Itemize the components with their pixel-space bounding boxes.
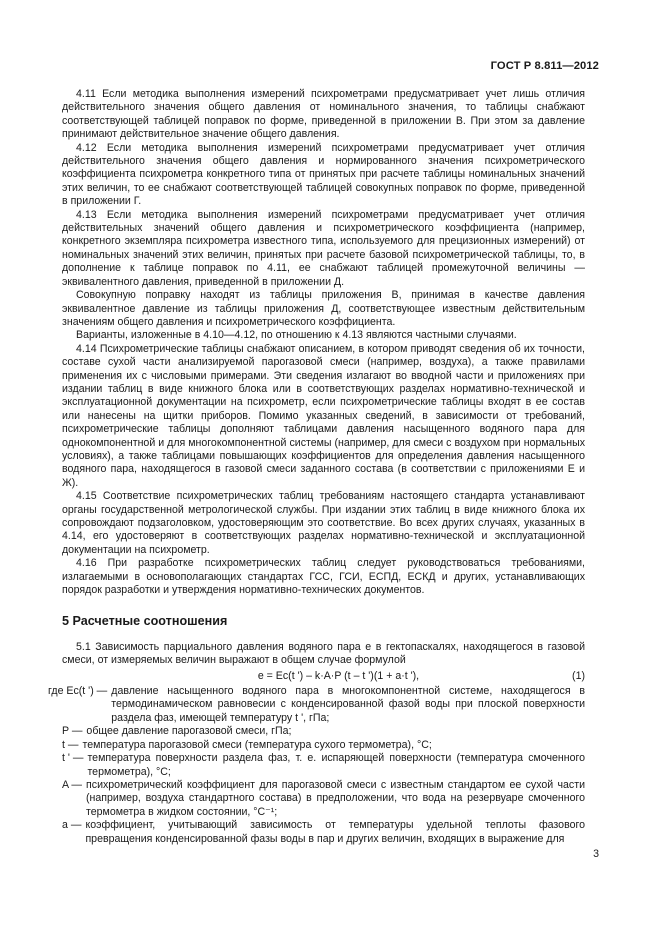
paragraph-4-11: 4.11 Если методика выполнения измерений психрометрами предусматривает учет лишь отличия действительного значения общего давления от номинального значения, то таблицы снабжают соответствующей таблицей поправок по форме, приведенной в приложении В. При этом за давление принимают действительное значение общего давления.	[62, 88, 585, 141]
document-body	[48, 88, 585, 846]
definition-text: общее давление парогазовой смеси, гПа;	[86, 725, 292, 738]
definition-item	[62, 819, 585, 846]
section-title: 5 Расчетные соотношения	[62, 614, 228, 629]
formula-row	[62, 670, 585, 683]
definition-item	[62, 752, 585, 779]
formula-number: (1)	[572, 669, 585, 682]
paragraph-5-1: 5.1 Зависимость парциального давления водяного пара e в гектопаскалях, находящегося в газовой смеси, от измеряемых величин выражают в общем случае формулой	[62, 640, 585, 667]
definition-term: A —	[62, 778, 83, 791]
definition-text: давление насыщенного водяного пара в многокомпонентной системе, находящегося в термодинамическом равновесии с конденсированной фазой воды при плоской поверхности раздела фаз, имеющей температуру t ', гПа;	[111, 685, 585, 724]
definition-item	[62, 739, 585, 752]
definition-item	[48, 685, 585, 725]
definition-text: психрометрический коэффициент для парогазовой смеси с известным стандартом ее сухой части (например, воздуха стандартного состава) в предположении, что вода на резервуаре смоченного термометра в жидком состоянии, °С⁻¹;	[86, 778, 585, 818]
definition-term: t ' —	[62, 752, 84, 765]
paragraph-variants: Варианты, изложенные в 4.10—4.12, по отношению к 4.13 являются частными случаями.	[76, 329, 517, 342]
paragraph-combined-correction: Совокупную поправку находят из таблицы приложения В, принимая в качестве давления эквивалентное давление из таблицы приложения Д, соответствующее известным действительным значениям общего давления и психрометрического коэффициента.	[62, 289, 585, 328]
definitions-list	[48, 685, 585, 846]
definition-term: a —	[62, 819, 82, 832]
definition-term: P —	[62, 725, 83, 738]
paragraph-4-15: 4.15 Соответствие психрометрических таблиц требованиям настоящего стандарта устанавливают органы государственной метрологической службы. При издании этих таблиц в виде книжного блока их сопровождают подзаголовком, удостоверяющим это соответствие. Во всех других случаях, указанных в 4.14, его удостоверяют в соответствующих разделах нормативно-технической и эксплуатационной документации на психрометр.	[62, 490, 585, 556]
definition-term: где Ec(t ') —	[48, 685, 108, 698]
paragraph-4-12: 4.12 Если методика выполнения измерений психрометрами предусматривает учет отличия действительного значения общего давления и нормированного значения психрометрического коэффициента психрометра конкретного типа от принятых при расчете таблицы номинальных значений этих величин, то ее снабжают соответствующей таблицей совокупных поправок по форме, приведенной в приложении Г.	[62, 141, 585, 208]
page-number: 3	[593, 848, 599, 860]
paragraph-4-14: 4.14 Психрометрические таблицы снабжают описанием, в котором приводят сведения об их точности, составе сухой части анализируемой парогазовой смеси (например, воздуха), а также правилами применения их с числовыми примерами. Эти сведения излагают во вводной части и приложениях при издании таблиц в виде книжного блока или в соответствующих разделах нормативно-технической и эксплуатационной документации на психрометр, если психрометрические таблицы входят в ее состав или нанесены на щитки приборов. Помимо указанных сведений, в зависимости от требований, психрометрические таблицы дополняют таблицами давления насыщенного водяного пара для однокомпонентной и для многокомпонентной системы (например, для смеси с воздухом при нормальных условиях), а также таблицами повышающих коэффициентов для определения давления насыщенного водяного пара, находящегося в газовой смеси заданного состава (в соответствии с приложениями Е и Ж).	[62, 342, 585, 489]
definition-text: температура парогазовой смеси (температура сухого термометра), °С;	[82, 738, 432, 751]
formula: e = Ec(t ') – k·A·P (t – t ')(1 + a·t '),	[257, 669, 420, 682]
standard-header: ГОСТ Р 8.811—2012	[490, 60, 599, 72]
definition-item	[62, 779, 585, 819]
paragraph-4-13: 4.13 Если методика выполнения измерений психрометрами предусматривает учет отличия действительных значений общего давления и психрометрического коэффициента (например, конкретного экземпляра психрометра известного типа, используемого для прецизионных измерений) от номинальных значений этих величин, принятых при расчете базовой психрометрической таблицы, то, в дополнение к таблице поправок по 4.11, ее снабжают таблицей промежуточной величины — эквивалентного давления, приведенной в приложении Д.	[62, 208, 585, 288]
definition-term: t —	[62, 738, 79, 751]
definition-text: коэффициент, учитывающий зависимость от температуры удельной теплоты фазового превращения конденсированной фазы воды в пар и других величин, входящих в выражение для	[85, 819, 585, 845]
definition-item	[62, 725, 585, 738]
paragraph-4-16: 4.16 При разработке психрометрических таблиц следует руководствоваться требованиями, излагаемыми в основополагающих стандартах ГСС, ГСИ, ЕСПД, ЕСКД и других, устанавливающих порядок разработки и утверждения нормативно-технических документов.	[62, 557, 585, 597]
definition-text: температура поверхности раздела фаз, т. е. испаряющей поверхности (температура смоченного термометра), °С;	[87, 752, 585, 778]
